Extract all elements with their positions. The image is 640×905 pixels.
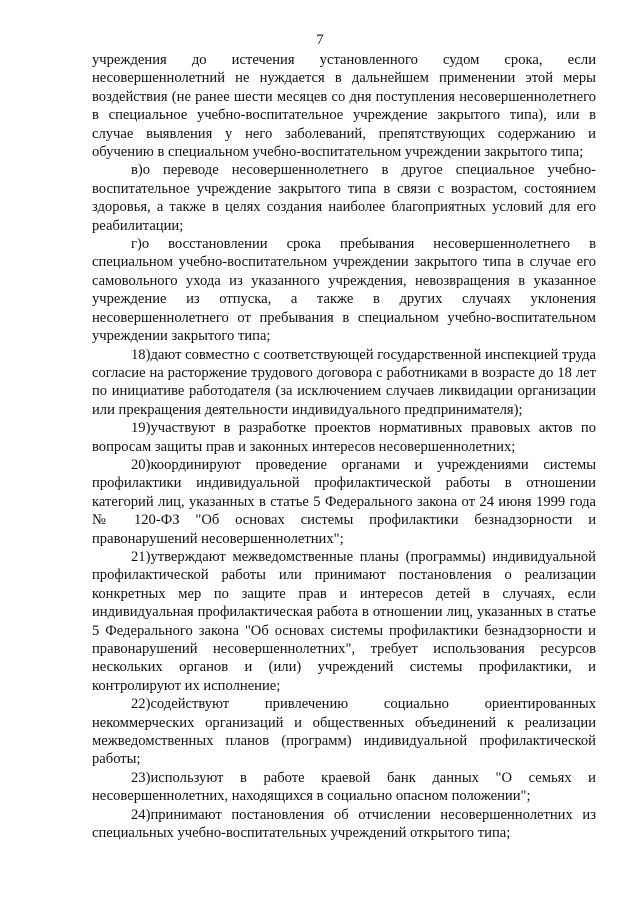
paragraph: 18)дают совместно с соответствующей государственной инспекцией труда согласие на расторжение трудового договора с работниками в возрасте до 18 лет по инициативе работодателя (за исключением случаев ликвидации организации или прекращения деятельности индивидуального предпринимателя); [92, 346, 596, 418]
paragraph: учреждения до истечения установленного судом срока, если несовершеннолетний не нуждается в дальнейшем применении этой меры воздействия (не ранее шести месяцев со дня поступления несовершеннолетнего в специальное учебно-воспитательное учреждение закрытого типа), или в случае выявления у него заболеваний, препятствующих содержанию и обучению в специальном учебно-воспитательном учреждении закрытого типа; [92, 52, 596, 161]
paragraph: 23)используют в работе краевой банк данных "О семьях и несовершеннолетних, находящихся в социально опасном положении"; [92, 769, 596, 805]
paragraph: 20)координируют проведение органами и учреждениями системы профилактики индивидуальной профилактической работы в отношении категорий лиц, указанных в статье 5 Федерального закона от 24 июня 1999 года № 120-ФЗ "Об основах системы профилактики безнадзорности и правонарушений несовершеннолетних"; [92, 456, 596, 547]
paragraph: 22)содействуют привлечению социально ориентированных некоммерческих организаций и общественных объединений к реализации межведомственных планов (программ) индивидуальной профилактической работы; [92, 696, 596, 768]
paragraph: г)о восстановлении срока пребывания несовершеннолетнего в специальном учебно-воспитательном учреждении закрытого типа в случае его самовольного ухода из указанного учреждения, невозвращения в указанное учреждение из отпуска, а также в других случаях уклонения несовершеннолетнего от пребывания в специальном учебно-воспитательном учреждении закрытого типа; [92, 236, 596, 345]
document-body [92, 51, 596, 842]
paragraph: в)о переводе несовершеннолетнего в другое специальное учебно-воспитательное учреждение закрытого типа в связи с возрастом, состоянием здоровья, а также в целях создания наиболее благоприятных условий для его реабилитации; [92, 162, 596, 234]
page-number: 7 [316, 32, 324, 48]
paragraph: 19)участвуют в разработке проектов нормативных правовых актов по вопросам защиты прав и законных интересов несовершеннолетних; [92, 420, 596, 455]
paragraph: 24)принимают постановления об отчислении несовершеннолетних из специальных учебно-воспитательных учреждений открытого типа; [92, 806, 596, 842]
paragraph: 21)утверждают межведомственные планы (программы) индивидуальной профилактической работы или принимают постановления о реализации конкретных мер по защите прав и интересов детей в случаях, если индивидуальная профилактическая работа в отношении лиц, указанных в статье 5 Федерального закона "Об основах системы профилактики безнадзорности и правонарушений несовершеннолетних", требует использования ресурсов нескольких органов и (или) учреждений системы профилактики, и контролируют их исполнение; [92, 548, 596, 694]
